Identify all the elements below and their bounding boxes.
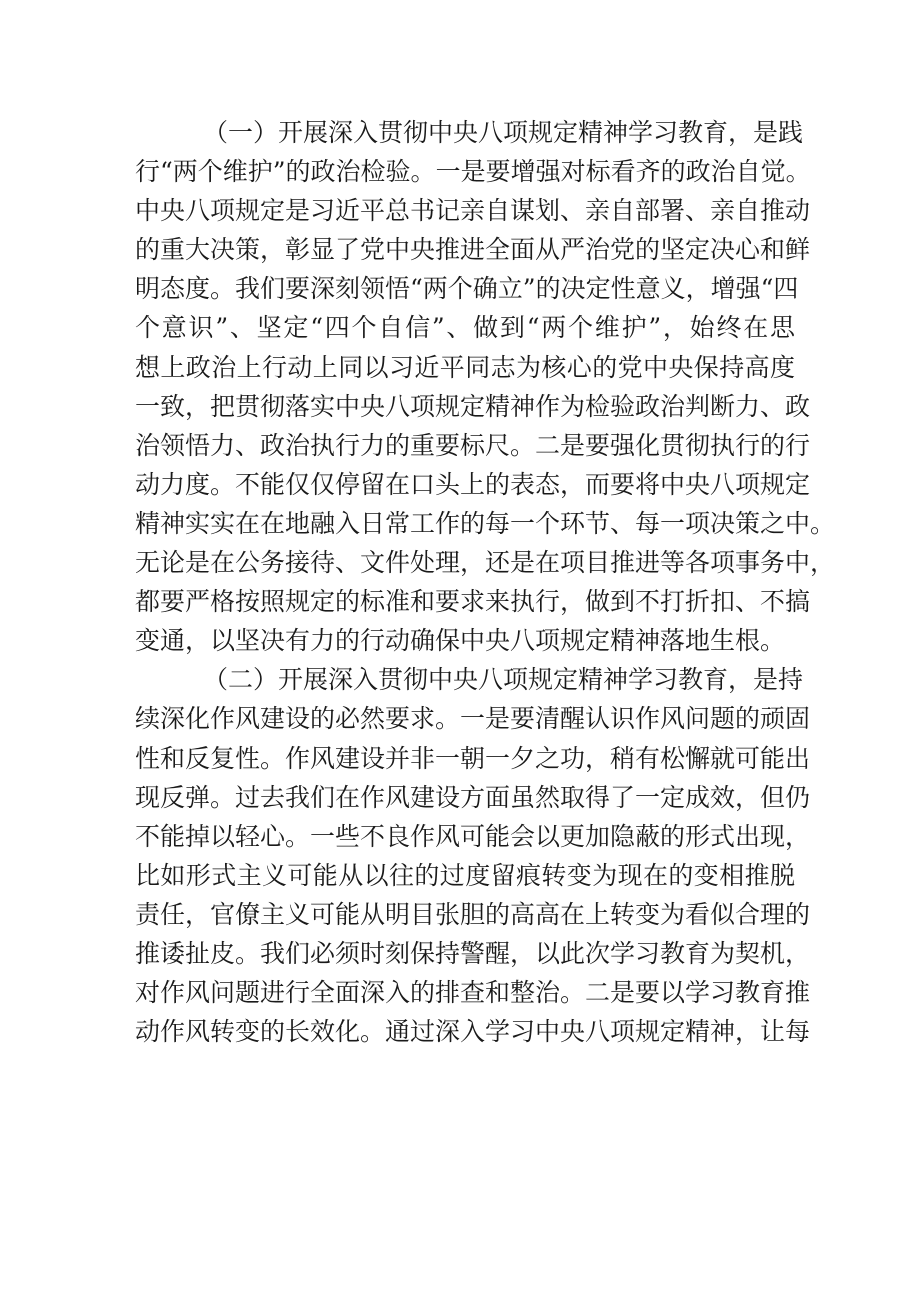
paragraph-line: 推诿扯皮。我们必须时刻保持警醒，以此次学习教育为契机， [135, 938, 811, 968]
paragraph-line: 中央八项规定是习近平总书记亲自谋划、亲自部署、亲自推动 [135, 196, 811, 226]
paragraph-line: 动作风转变的长效化。通过深入学习中央八项规定精神，让每 [135, 1017, 811, 1047]
paragraph-line: 行“两个维护”的政治检验。一是要增强对标看齐的政治自觉。 [135, 157, 811, 187]
paragraph-line: 对作风问题进行全面深入的排查和整治。二是要以学习教育推 [135, 978, 811, 1008]
paragraph-line: 性和反复性。作风建设并非一朝一夕之功，稍有松懈就可能出 [135, 743, 811, 773]
paragraph-line: 续深化作风建设的必然要求。一是要清醒认识作风问题的顽固 [135, 704, 811, 734]
document-body [135, 113, 836, 1051]
paragraph-line: 无论是在公务接待、文件处理，还是在项目推进等各项事务中， [135, 548, 836, 578]
paragraph-line: （一）开展深入贯彻中央八项规定精神学习教育，是践 [203, 118, 804, 147]
paragraph-line: 精神实实在在地融入日常工作的每一个环节、每一项决策之中。 [135, 508, 836, 538]
paragraph-line: 变通，以坚决有力的行动确保中央八项规定精神落地生根。 [135, 626, 786, 656]
paragraph-line: 的重大决策，彰显了党中央推进全面从严治党的坚定决心和鲜 [135, 235, 811, 265]
paragraph-2 [135, 660, 811, 1051]
paragraph-line: 个意识”、坚定“四个自信”、做到“两个维护”，始终在思 [135, 313, 795, 343]
paragraph-line: 现反弹。过去我们在作风建设方面虽然取得了一定成效，但仍 [135, 782, 811, 812]
paragraph-line: 不能掉以轻心。一些不良作风可能会以更加隐蔽的形式出现， [135, 821, 811, 851]
paragraph-line: 都要严格按照规定的标准和要求来执行，做到不打折扣、不搞 [135, 587, 811, 617]
paragraph-line: 明态度。我们要深刻领悟“两个确立”的决定性意义，增强“四 [135, 274, 799, 304]
paragraph-line: 一致，把贯彻落实中央八项规定精神作为检验政治判断力、政 [135, 391, 811, 421]
paragraph-line: 动力度。不能仅仅停留在口头上的表态，而要将中央八项规定 [135, 469, 811, 499]
paragraph-line: 责任，官僚主义可能从明目张胆的高高在上转变为看似合理的 [135, 899, 811, 929]
paragraph-line: （二）开展深入贯彻中央八项规定精神学习教育，是持 [203, 665, 804, 695]
paragraph-line: 想上政治上行动上同以习近平同志为核心的党中央保持高度 [135, 352, 795, 382]
paragraph-1 [135, 113, 836, 660]
paragraph-line: 治领悟力、政治执行力的重要标尺。二是要强化贯彻执行的行 [135, 430, 811, 460]
paragraph-line: 比如形式主义可能从以往的过度留痕转变为现在的变相推脱 [135, 860, 795, 890]
